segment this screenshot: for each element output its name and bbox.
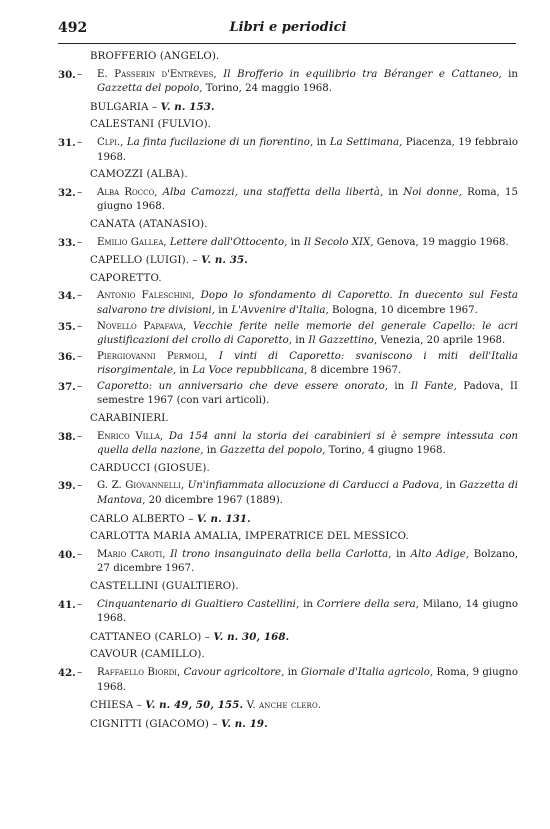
bibliography-entry	[58, 236, 518, 251]
section-heading	[58, 272, 518, 287]
entry-dash: –	[77, 430, 83, 442]
bibliography-entry	[58, 479, 518, 508]
section-heading: CATTANEO (CARLO) – V. n. 30, 168.	[90, 630, 290, 643]
entry-source: L'Avvenire d'Italia,	[231, 304, 329, 316]
entry-details: Bolzano, 27 dicembre 1967.	[97, 548, 519, 575]
cross-reference: V. n. 19.	[221, 717, 268, 730]
heading-text: CAPORETTO.	[90, 272, 162, 284]
entry-title: Alba Camozzi, una staffetta della libertà,	[162, 186, 384, 198]
bibliography-entry	[58, 289, 518, 318]
entry-dash: –	[77, 236, 83, 248]
heading-text: CATTANEO (CARLO)	[90, 631, 202, 643]
entry-dash: –	[77, 320, 83, 332]
entry-dash: –	[77, 136, 83, 148]
running-title: Libri e periodici	[229, 20, 347, 35]
entry-title: Lettere dall'Ottocento,	[169, 236, 288, 248]
entry-dash: –	[77, 548, 83, 560]
heading-text: CARLOTTA MARIA AMALIA, IMPERATRICE DEL MESSICO.	[90, 531, 409, 543]
heading-text: BULGARIA	[90, 101, 149, 113]
entry-details: Roma, 15 giugno 1968.	[97, 186, 518, 213]
section-heading	[58, 50, 518, 65]
entry-details: Venezia, 20 aprile 1968.	[380, 335, 506, 347]
entry-in: in	[303, 598, 313, 610]
entry-details: Roma, 9 giugno 1968.	[97, 666, 518, 693]
section-heading: CARLO ALBERTO – V. n. 131.	[90, 512, 251, 525]
entry-source: Gazzetta di Mantova,	[97, 480, 518, 507]
bibliography-entry	[58, 350, 518, 379]
heading-text: CAVOUR (CAMILLO).	[90, 649, 205, 661]
entry-author: Antonio Faleschini,	[97, 290, 195, 302]
entry-in: in	[206, 445, 217, 457]
section-heading: CHIESA – V. n. 49, 50, 155. V. anche clero.	[90, 699, 322, 712]
entry-source: La Settimana,	[329, 136, 403, 148]
heading-text: CANATA (ATANASIO).	[90, 218, 208, 230]
section-heading: CAPELLO (LUIGI). – V. n. 35.	[90, 254, 248, 267]
cross-reference: V. n. 131.	[196, 512, 251, 525]
heading-text: CALESTANI (FULVIO).	[90, 119, 212, 131]
entry-dash: –	[77, 290, 83, 302]
entry-title: Il Brofferio in equilibrio tra Béranger e Cattaneo,	[223, 68, 502, 80]
entry-details: 8 dicembre 1967.	[310, 365, 402, 377]
entry-number: 37.	[58, 380, 76, 393]
bibliography-entry	[58, 380, 518, 409]
cross-reference: V. n. 49, 50, 155.	[145, 699, 244, 712]
entry-in: in	[394, 380, 405, 392]
entry-author: Raffaello Biordi,	[97, 666, 181, 678]
heading-text: CIGNITTI (GIACOMO)	[90, 718, 210, 730]
entry-details: Torino, 4 giugno 1968.	[328, 445, 446, 457]
entry-details: 20 dicembre 1967 (1889).	[148, 495, 283, 507]
entry-details: Torino, 24 maggio 1968.	[205, 83, 332, 95]
entry-author: Piergiovanni Permoli,	[97, 350, 208, 362]
entry-number: 32.	[58, 186, 76, 199]
entry-dash: –	[77, 380, 83, 392]
section-heading: BULGARIA – V. n. 153.	[90, 100, 215, 113]
section-heading	[58, 462, 518, 477]
bibliography-entry	[58, 430, 518, 459]
entry-details: Bologna, 10 dicembre 1967.	[331, 304, 478, 316]
section-heading	[58, 412, 518, 427]
entry-number: 38.	[58, 430, 76, 443]
entry-dash: –	[77, 666, 83, 678]
entry-number: 36.	[58, 350, 76, 363]
section-heading	[58, 580, 518, 595]
entry-title: Caporetto: un anniversario che deve essere onorato,	[97, 380, 388, 392]
entry-dash: –	[77, 598, 83, 610]
bibliography-entry	[58, 136, 518, 165]
entry-number: 35.	[58, 320, 76, 333]
entry-in: in	[316, 136, 327, 148]
entry-number: 39.	[58, 480, 76, 493]
entry-source: Corriere della sera,	[316, 598, 419, 610]
heading-text: CARLO ALBERTO	[90, 513, 185, 525]
bibliography-entry	[58, 666, 518, 695]
entry-source: Il Fante,	[410, 380, 457, 392]
entry-in: in	[396, 548, 406, 560]
entry-source: Alto Adige,	[410, 548, 470, 560]
entry-author: Novello Papafava,	[97, 320, 187, 332]
heading-text: CARDUCCI (GIOSUE).	[90, 462, 210, 474]
entry-title: La finta fucilazione di un fiorentino,	[126, 136, 314, 148]
entry-number: 31.	[58, 136, 76, 149]
entry-author: Emilio Gallea,	[97, 236, 167, 248]
entry-dash: –	[77, 68, 83, 80]
entry-details: Piacenza, 19 febbraio 1968.	[97, 136, 518, 163]
section-heading: CIGNITTI (GIACOMO) – V. n. 19.	[90, 717, 268, 730]
entry-number: 41.	[58, 598, 76, 611]
heading-text: CAPELLO (LUIGI).	[90, 255, 190, 267]
section-heading	[58, 168, 518, 183]
entry-in: in	[388, 186, 399, 198]
entry-details: Genova, 19 maggio 1968.	[376, 236, 509, 248]
entry-title: Cinquantenario di Gualtiero Castellini,	[97, 598, 300, 610]
entry-author: Alba Rocco,	[97, 186, 158, 198]
entry-in: in	[179, 365, 190, 377]
entry-author: Clpi.,	[97, 136, 124, 148]
heading-text: CAMOZZI (ALBA).	[90, 169, 188, 181]
entry-number: 34.	[58, 290, 76, 303]
bibliography-list	[58, 47, 518, 735]
entry-source: Gazzetta del popolo,	[97, 83, 203, 95]
entry-author: Mario Caroti,	[97, 548, 166, 560]
entry-author: Enrico Villa,	[97, 430, 164, 442]
bibliography-entry	[58, 186, 518, 215]
entry-details: Milano, 14 giugno 1968.	[97, 598, 518, 625]
entry-dash: –	[77, 480, 83, 492]
entry-dash: –	[77, 186, 83, 198]
entry-in: in	[295, 335, 306, 347]
entry-in: in	[508, 68, 518, 80]
cross-reference: V. n. 30, 168.	[213, 630, 290, 643]
entry-source: Il Secolo XIX,	[303, 236, 374, 248]
entry-title: Un'infiammata allocuzione di Carducci a Padova,	[187, 480, 443, 492]
entry-source: Il Gazzettino,	[308, 335, 378, 347]
entry-number: 30.	[58, 68, 76, 81]
cross-reference-extra: V. anche clero.	[246, 700, 322, 712]
entry-title: Dopo lo sfondamento di Caporetto. In duecento sul Festa salvarono tre divisioni,	[97, 290, 518, 316]
section-heading	[58, 118, 518, 133]
entry-source: Gazzetta del popolo,	[219, 445, 326, 457]
bibliography-entry	[58, 598, 518, 627]
bibliography-entry	[58, 548, 518, 577]
entry-in: in	[218, 304, 229, 316]
entry-author: E. Passerin d'Entrèves,	[97, 68, 217, 80]
section-heading	[58, 530, 518, 545]
entry-dash: –	[77, 350, 83, 362]
entry-in: in	[287, 666, 298, 678]
page-header	[58, 20, 518, 42]
entry-author: G. Z. Giovannelli,	[97, 480, 185, 492]
heading-text: CASTELLINI (GUALTIERO).	[90, 581, 239, 592]
entry-title: Cavour agricoltore,	[183, 666, 285, 678]
section-heading	[58, 648, 518, 663]
entry-title: Il trono insanguinato della bella Carlotta,	[170, 548, 392, 560]
cross-reference: V. n. 35.	[201, 254, 248, 267]
bibliography-entry	[58, 68, 518, 97]
entry-title: Vecchie ferite nelle memorie del generale Capello: le acri giustificazioni del crollo di Caporetto,	[97, 320, 518, 347]
entry-number: 33.	[58, 236, 76, 249]
entry-details: Padova, II semestre 1967 (con vari articoli).	[97, 380, 518, 407]
entry-title: Da 154 anni la storia dei carabinieri si è sempre intessuta con quella della nazione,	[97, 430, 518, 457]
entry-source: Giornale d'Italia agricolo,	[300, 666, 434, 678]
bibliography-entry	[58, 320, 518, 349]
page-number: 492	[58, 20, 88, 36]
entry-source: Noi donne,	[403, 186, 462, 198]
entry-in: in	[290, 236, 301, 248]
heading-text: BROFFERIO (ANGELO).	[90, 51, 220, 62]
entry-in: in	[446, 480, 456, 492]
cross-reference: V. n. 153.	[160, 100, 215, 113]
heading-text: CHIESA	[90, 700, 134, 712]
entry-title: I vinti di Caporetto: svaniscono i miti dell'Italia risorgimentale,	[97, 350, 518, 377]
entry-number: 40.	[58, 548, 76, 561]
entry-number: 42.	[58, 666, 76, 679]
entry-source: La Voce repubblicana,	[192, 365, 308, 377]
heading-text: CARABINIERI.	[90, 413, 169, 425]
header-rule	[58, 43, 516, 44]
section-heading	[58, 218, 518, 233]
